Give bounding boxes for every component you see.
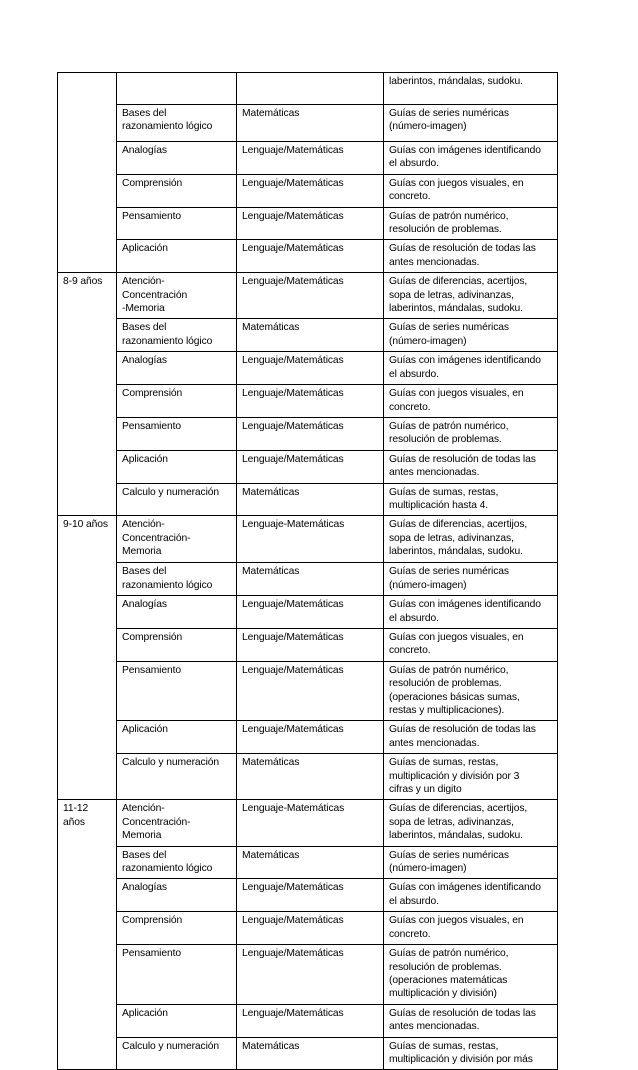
subject-cell: Lenguaje/Matemáticas: [237, 273, 384, 319]
age-group-cell: 11-12 años: [58, 800, 117, 1070]
table-row: [58, 483, 558, 516]
material-cell: laberintos, mándalas, sudoku.: [384, 73, 558, 105]
subject-cell: [237, 73, 384, 105]
area-cell: Comprensión: [117, 912, 237, 945]
material-cell: Guías de sumas, restas, multiplicación hasta 4.: [384, 483, 558, 516]
material-cell: Guías de patrón numérico, resolución de problemas.: [384, 417, 558, 450]
subject-cell: Lenguaje/Matemáticas: [237, 207, 384, 240]
table-row: [58, 417, 558, 450]
table-row: [58, 319, 558, 352]
area-cell: Bases del razonamiento lógico: [117, 563, 237, 596]
table-body: [58, 73, 558, 1070]
table-row: [58, 207, 558, 240]
area-cell: Bases del razonamiento lógico: [117, 105, 237, 142]
area-cell: Atención- Concentración- Memoria: [117, 800, 237, 846]
material-cell: Guías con juegos visuales, en concreto.: [384, 174, 558, 207]
material-cell: Guías con juegos visuales, en concreto.: [384, 385, 558, 418]
table-row: [58, 879, 558, 912]
material-cell: Guías con imágenes identificando el absurdo.: [384, 596, 558, 629]
subject-cell: Matemáticas: [237, 754, 384, 800]
subject-cell: Lenguaje/Matemáticas: [237, 879, 384, 912]
area-cell: Aplicación: [117, 240, 237, 273]
area-cell: Analogías: [117, 879, 237, 912]
material-cell: Guías de series numéricas (número-imagen): [384, 105, 558, 142]
area-cell: Bases del razonamiento lógico: [117, 319, 237, 352]
subject-cell: Lenguaje/Matemáticas: [237, 240, 384, 273]
age-group-cell: [58, 73, 117, 273]
area-cell: Pensamiento: [117, 417, 237, 450]
table-row: [58, 516, 558, 563]
subject-cell: Matemáticas: [237, 105, 384, 142]
area-cell: Aplicación: [117, 1004, 237, 1037]
table-row: [58, 1037, 558, 1070]
material-cell: Guías de diferencias, acertijos, sopa de letras, adivinanzas, laberintos, mándalas, sudoku.: [384, 516, 558, 563]
material-cell: Guías con juegos visuales, en concreto.: [384, 628, 558, 661]
table-row: [58, 628, 558, 661]
subject-cell: Lenguaje/Matemáticas: [237, 661, 384, 721]
material-cell: Guías de sumas, restas, multiplicación y división por 3 cifras y un digito: [384, 754, 558, 800]
area-cell: Pensamiento: [117, 207, 237, 240]
material-cell: Guías de patrón numérico, resolución de problemas. (operaciones matemáticas multiplicación y división): [384, 945, 558, 1005]
table-row: [58, 273, 558, 319]
area-cell: Calculo y numeración: [117, 754, 237, 800]
table-row: [58, 563, 558, 596]
area-cell: Comprensión: [117, 174, 237, 207]
area-cell: [117, 73, 237, 105]
subject-cell: Lenguaje/Matemáticas: [237, 174, 384, 207]
table-row: [58, 450, 558, 483]
table-row: [58, 385, 558, 418]
table-row: [58, 945, 558, 1005]
subject-cell: Lenguaje/Matemáticas: [237, 1004, 384, 1037]
table-row: [58, 721, 558, 754]
table-row: [58, 142, 558, 175]
area-cell: Calculo y numeración: [117, 1037, 237, 1070]
material-cell: Guías de patrón numérico, resolución de problemas.: [384, 207, 558, 240]
area-cell: Comprensión: [117, 628, 237, 661]
table-row: [58, 846, 558, 879]
material-cell: Guías con juegos visuales, en concreto.: [384, 912, 558, 945]
material-cell: Guías de sumas, restas, multiplicación y división por más: [384, 1037, 558, 1070]
subject-cell: Lenguaje/Matemáticas: [237, 628, 384, 661]
material-cell: Guías de resolución de todas las antes mencionadas.: [384, 450, 558, 483]
area-cell: Comprensión: [117, 385, 237, 418]
material-cell: Guías con imágenes identificando el absurdo.: [384, 879, 558, 912]
subject-cell: Matemáticas: [237, 846, 384, 879]
subject-cell: Lenguaje/Matemáticas: [237, 385, 384, 418]
material-cell: Guías de series numéricas (número-imagen): [384, 319, 558, 352]
curriculum-table: [57, 72, 558, 1070]
table-row: [58, 240, 558, 273]
area-cell: Bases del razonamiento lógico: [117, 846, 237, 879]
table-row: [58, 912, 558, 945]
area-cell: Atención- Concentración -Memoria: [117, 273, 237, 319]
area-cell: Analogías: [117, 352, 237, 385]
subject-cell: Matemáticas: [237, 483, 384, 516]
material-cell: Guías de resolución de todas las antes mencionadas.: [384, 240, 558, 273]
subject-cell: Lenguaje-Matemáticas: [237, 516, 384, 563]
table-row: [58, 754, 558, 800]
area-cell: Analogías: [117, 142, 237, 175]
area-cell: Pensamiento: [117, 945, 237, 1005]
table-row: [58, 352, 558, 385]
subject-cell: Lenguaje/Matemáticas: [237, 721, 384, 754]
area-cell: Pensamiento: [117, 661, 237, 721]
table-row: [58, 73, 558, 105]
subject-cell: Lenguaje/Matemáticas: [237, 417, 384, 450]
age-group-cell: 8-9 años: [58, 273, 117, 516]
material-cell: Guías con imágenes identificando el absurdo.: [384, 352, 558, 385]
area-cell: Analogías: [117, 596, 237, 629]
subject-cell: Lenguaje-Matemáticas: [237, 800, 384, 846]
material-cell: Guías de series numéricas (número-imagen): [384, 846, 558, 879]
material-cell: Guías con imágenes identificando el absurdo.: [384, 142, 558, 175]
table-row: [58, 661, 558, 721]
subject-cell: Lenguaje/Matemáticas: [237, 352, 384, 385]
subject-cell: Lenguaje/Matemáticas: [237, 596, 384, 629]
subject-cell: Lenguaje/Matemáticas: [237, 142, 384, 175]
material-cell: Guías de diferencias, acertijos, sopa de letras, adivinanzas, laberintos, mándalas, sudoku.: [384, 800, 558, 846]
material-cell: Guías de diferencias, acertijos, sopa de letras, adivinanzas, laberintos, mándalas, sudoku.: [384, 273, 558, 319]
material-cell: Guías de series numéricas (número-imagen): [384, 563, 558, 596]
material-cell: Guías de resolución de todas las antes mencionadas.: [384, 721, 558, 754]
table-row: [58, 174, 558, 207]
subject-cell: Lenguaje/Matemáticas: [237, 945, 384, 1005]
subject-cell: Matemáticas: [237, 319, 384, 352]
subject-cell: Lenguaje/Matemáticas: [237, 450, 384, 483]
table-row: [58, 596, 558, 629]
area-cell: Atención- Concentración- Memoria: [117, 516, 237, 563]
area-cell: Aplicación: [117, 450, 237, 483]
material-cell: Guías de resolución de todas las antes mencionadas.: [384, 1004, 558, 1037]
area-cell: Calculo y numeración: [117, 483, 237, 516]
material-cell: Guías de patrón numérico, resolución de problemas. (operaciones básicas sumas, restas y multiplicaciones).: [384, 661, 558, 721]
age-group-cell: 9-10 años: [58, 516, 117, 800]
subject-cell: Matemáticas: [237, 1037, 384, 1070]
subject-cell: Matemáticas: [237, 563, 384, 596]
table-row: [58, 800, 558, 846]
table-row: [58, 105, 558, 142]
table-row: [58, 1004, 558, 1037]
subject-cell: Lenguaje/Matemáticas: [237, 912, 384, 945]
area-cell: Aplicación: [117, 721, 237, 754]
